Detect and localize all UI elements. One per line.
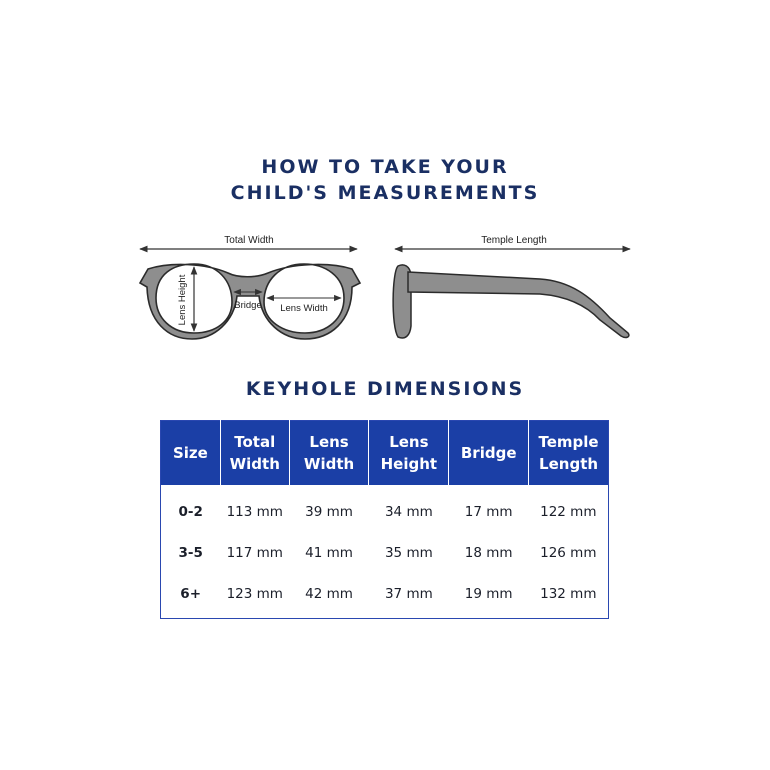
cell-total-width: 113 mm — [226, 503, 283, 520]
front-view-glasses — [140, 235, 360, 339]
page-title-line-2: CHILD'S MEASUREMENTS — [230, 182, 540, 204]
header-temple-length: Temple Length — [529, 421, 609, 486]
page-title-line-1: HOW TO TAKE YOUR — [261, 156, 509, 178]
cell-lens-width: 41 mm — [305, 544, 353, 561]
header-total-width: Total Width — [220, 421, 289, 486]
cell-total-width: 117 mm — [226, 544, 283, 561]
cell-temple-length: 126 mm — [540, 544, 597, 561]
cell-bridge: 18 mm — [464, 544, 513, 561]
section-title: KEYHOLE DIMENSIONS — [245, 378, 525, 400]
cell-bridge: 19 mm — [464, 585, 513, 602]
bridge-label: Bridge — [234, 300, 262, 311]
header-lens-width: Lens Width — [289, 421, 369, 486]
table-row — [161, 485, 609, 532]
cell-temple-length: 132 mm — [540, 585, 597, 602]
lens-height-label: Lens Height — [177, 274, 188, 326]
cell-total-width: 123 mm — [226, 585, 283, 602]
side-temple-arm — [408, 272, 629, 337]
header-bridge: Bridge — [449, 421, 529, 486]
cell-lens-height: 35 mm — [384, 544, 433, 561]
cell-bridge: 17 mm — [464, 503, 513, 520]
cell-lens-height: 34 mm — [384, 503, 433, 520]
header-lens-height: Lens Height — [369, 421, 449, 486]
total-width-label: Total Width — [224, 235, 274, 246]
table-row — [161, 532, 609, 573]
cell-size: 6+ — [180, 585, 202, 602]
cell-lens-height: 37 mm — [384, 585, 433, 602]
cell-size: 3-5 — [178, 544, 203, 561]
side-view-glasses — [393, 235, 630, 338]
lens-width-label: Lens Width — [280, 303, 328, 314]
cell-temple-length: 122 mm — [540, 503, 597, 520]
temple-length-label: Temple Length — [481, 235, 547, 246]
table-row — [161, 573, 609, 619]
cell-lens-width: 39 mm — [305, 503, 353, 520]
table-header-row — [161, 421, 609, 486]
cell-size: 0-2 — [178, 503, 203, 520]
dimensions-table — [160, 420, 609, 619]
cell-lens-width: 42 mm — [305, 585, 353, 602]
header-size: Size — [161, 421, 221, 486]
